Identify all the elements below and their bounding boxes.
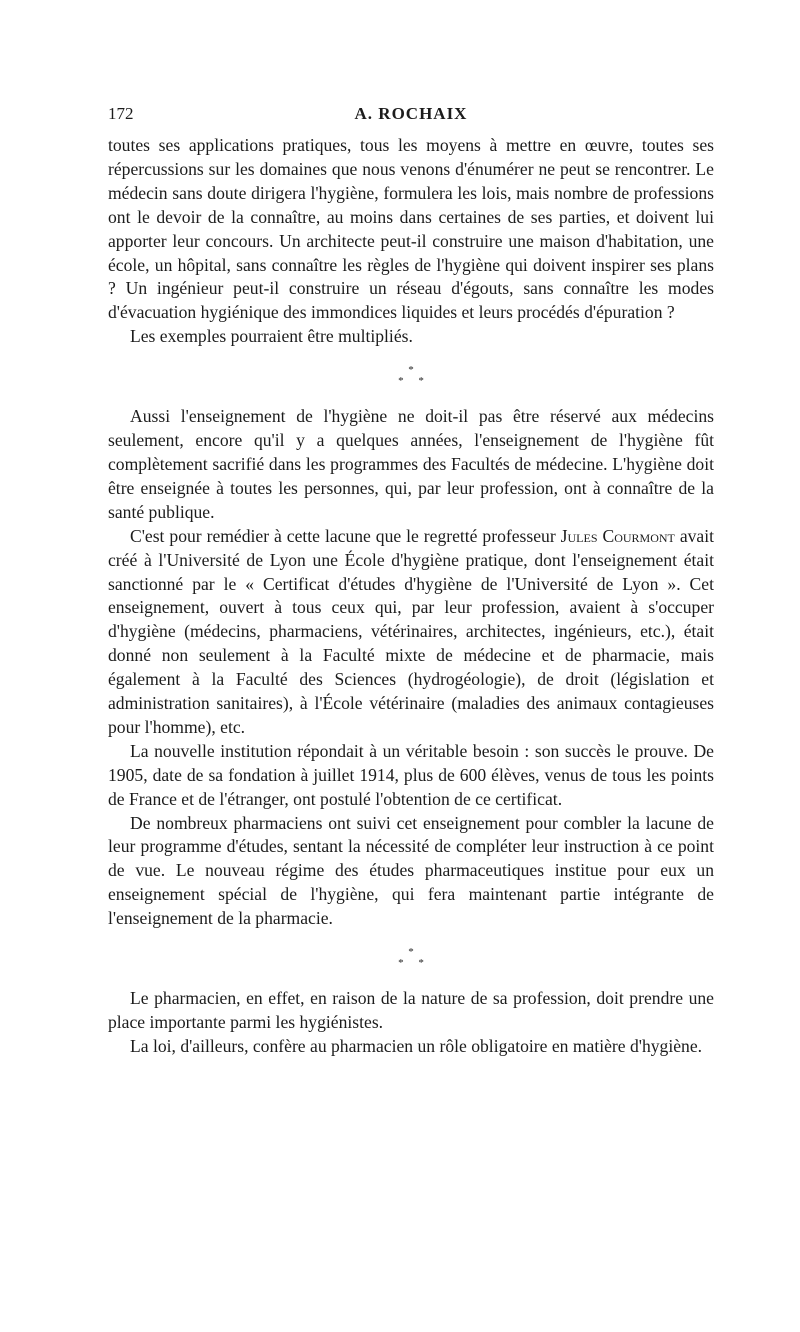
paragraph-1: toutes ses applications pratiques, tous les moyens à mettre en œuvre, toutes ses répercussions sur les domaines que nous venons d'énumérer ne peut se rencontrer. Le médecin sans doute dirigera l'hygiène, formulera les lois, mais nombre de professions ont le devoir de la connaître, au moins dans certaines de ses parties, et doivent lui apporter leur concours. Un architecte peut-il construire une maison d'habitation, une école, un hôpital, sans connaître les règles de l'hygiène qui doivent inspirer ses plans ? Un ingénieur peut-il construire un réseau d'égouts, sans connaître les modes d'évacuation hygiénique des immondices liquides et leurs procédés d'épuration ?: [108, 135, 714, 323]
paragraph-6: De nombreux pharmaciens ont suivi cet enseignement pour combler la lacune de leur programme d'études, sentant la nécessité de compléter leur instruction à ce point de vue. Le nouveau régime des études pharmaceutiques institue pour eux un enseignement spécial de l'hygiène, qui fera maintenant partie intégrante de l'enseignement de la pharmacie.: [108, 812, 714, 929]
asterism-bottom: * *: [398, 957, 430, 970]
paragraph-4-end: avait créé à l'Université de Lyon une École d'hygiène pratique, dont l'enseignement était sanctionné par le « Certificat d'études d'hygiène de l'Université de Lyon ». Cet enseignement, ouvert à tous ceux qui, par leur profession, avaient à s'occuper d'hygiène (médecins, pharmaciens, vétérinaires, architectes, ingénieurs, etc.), était donné non seulement à la Faculté mixte de médecine et de pharmacie, mais également à la Faculté des Sciences (hydrogéologie), de droit (législation et administration sanitaires), à l'École vétérinaire (maladies des animaux contagieuses pour l'homme), etc.: [108, 525, 715, 737]
page-header: [108, 104, 714, 134]
paragraph-2: Les exemples pourraient être multipliés.: [130, 326, 413, 347]
paragraph-3: Aussi l'enseignement de l'hygiène ne doit-il pas être réservé aux médecins seulement, encore qu'il y a quelques années, l'enseignement de l'hygiène fût complètement sacrifié dans les programmes des Facultés de médecine. L'hygiène doit être enseignée à toutes les personnes, qui, par leur profession, ont à connaître de la santé publique.: [108, 406, 714, 522]
section-separator-2: [108, 947, 714, 969]
paragraph-7: Le pharmacien, en effet, en raison de la nature de sa profession, doit prendre une place importante parmi les hygiénistes.: [108, 988, 714, 1032]
running-head: A. ROCHAIX: [354, 104, 468, 123]
page-number: 172: [108, 104, 134, 123]
paragraph-4: [108, 525, 714, 740]
author-name: Jules Courmont: [560, 525, 675, 546]
asterism-bottom: * *: [398, 375, 430, 388]
asterism-top: *: [408, 946, 414, 959]
book-page: [108, 104, 714, 1059]
paragraph-8: La loi, d'ailleurs, confère au pharmacien un rôle obligatoire en matière d'hygiène.: [130, 1035, 703, 1056]
paragraph-5: La nouvelle institution répondait à un véritable besoin : son succès le prouve. De 1905, date de sa fondation à juillet 1914, plus de 600 élèves, venus de tous les points de France et de l'étranger, ont postulé l'obtention de ce certificat.: [108, 740, 714, 809]
paragraph-4-start: C'est pour remédier à cette lacune que le regretté professeur: [130, 525, 561, 546]
asterism-top: *: [408, 364, 414, 377]
section-separator-1: [108, 365, 714, 387]
